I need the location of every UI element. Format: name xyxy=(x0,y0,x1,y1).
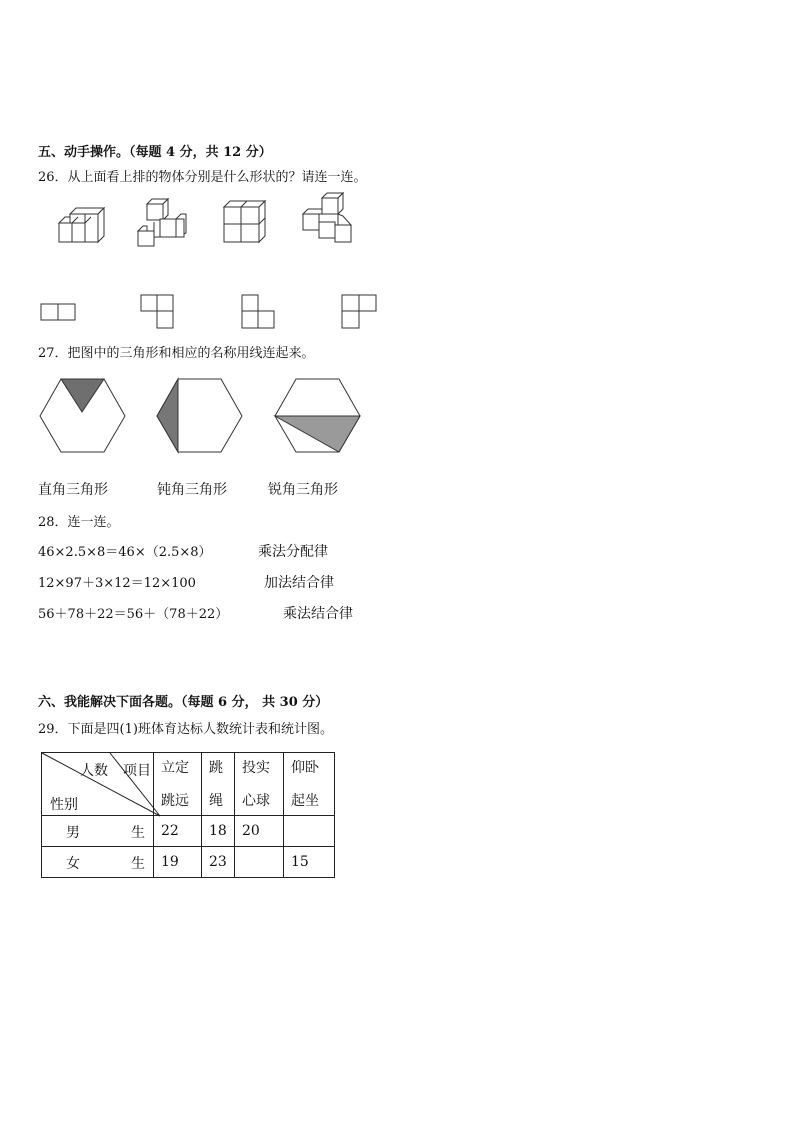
corner-item-label: 项目 xyxy=(123,763,151,779)
corner-people-label: 人数 xyxy=(80,763,108,779)
triangle-name-obtuse: 钝角三角形 xyxy=(157,482,227,498)
col-rope-skipping: 跳 绳 xyxy=(202,753,235,816)
equation-1: 46×2.5×8＝46×（2.5×8） xyxy=(38,545,212,560)
table-row xyxy=(42,847,335,878)
hexagon-right-triangle-icon xyxy=(40,379,125,452)
table-cell xyxy=(284,816,335,847)
table-header-row xyxy=(42,753,335,816)
equation-3: 56＋78＋22＝56＋（78＋22） xyxy=(38,607,229,622)
col-standing-jump: 立定 跳远 xyxy=(154,753,202,816)
law-1: 乘法分配律 xyxy=(258,544,328,560)
triangle-name-acute: 锐角三角形 xyxy=(268,482,338,498)
hexagon-obtuse-triangle-icon xyxy=(157,379,242,452)
hexagon-acute-triangle-icon xyxy=(275,379,360,452)
question-26: 26．从上面看上排的物体分别是什么形状的？请连一连。 xyxy=(38,170,367,185)
table-row xyxy=(42,816,335,847)
law-2: 加法结合律 xyxy=(264,575,334,591)
table-cell: 20 xyxy=(235,816,284,847)
table-cell: 18 xyxy=(202,816,235,847)
col-medicine-ball: 投实 心球 xyxy=(235,753,284,816)
col-sit-ups: 仰卧 起坐 xyxy=(284,753,335,816)
table-cell: 19 xyxy=(154,847,202,878)
question-27: 27．把图中的三角形和相应的名称用线连起来。 xyxy=(38,346,315,361)
table-cell: 15 xyxy=(284,847,335,878)
row-label-boys: 男 生 xyxy=(42,816,154,847)
table-cell xyxy=(235,847,284,878)
law-3: 乘法结合律 xyxy=(283,606,353,622)
question-29: 29．下面是四(1)班体育达标人数统计表和统计图。 xyxy=(38,722,333,737)
equation-2: 12×97＋3×12＝12×100 xyxy=(38,576,196,591)
sports-stats-table xyxy=(41,752,335,878)
row-label-girls: 女 生 xyxy=(42,847,154,878)
section-6-heading: 六、我能解决下面各题。（每题 6 分， 共 30 分） xyxy=(38,695,329,710)
corner-cell xyxy=(42,753,154,816)
table-cell: 23 xyxy=(202,847,235,878)
corner-gender-label: 性别 xyxy=(50,797,78,813)
question-28: 28．连一连。 xyxy=(38,515,120,530)
table-cell: 22 xyxy=(154,816,202,847)
triangle-name-right: 直角三角形 xyxy=(38,482,108,498)
section-5-heading: 五、动手操作。（每题 4 分，共 12 分） xyxy=(38,145,272,160)
